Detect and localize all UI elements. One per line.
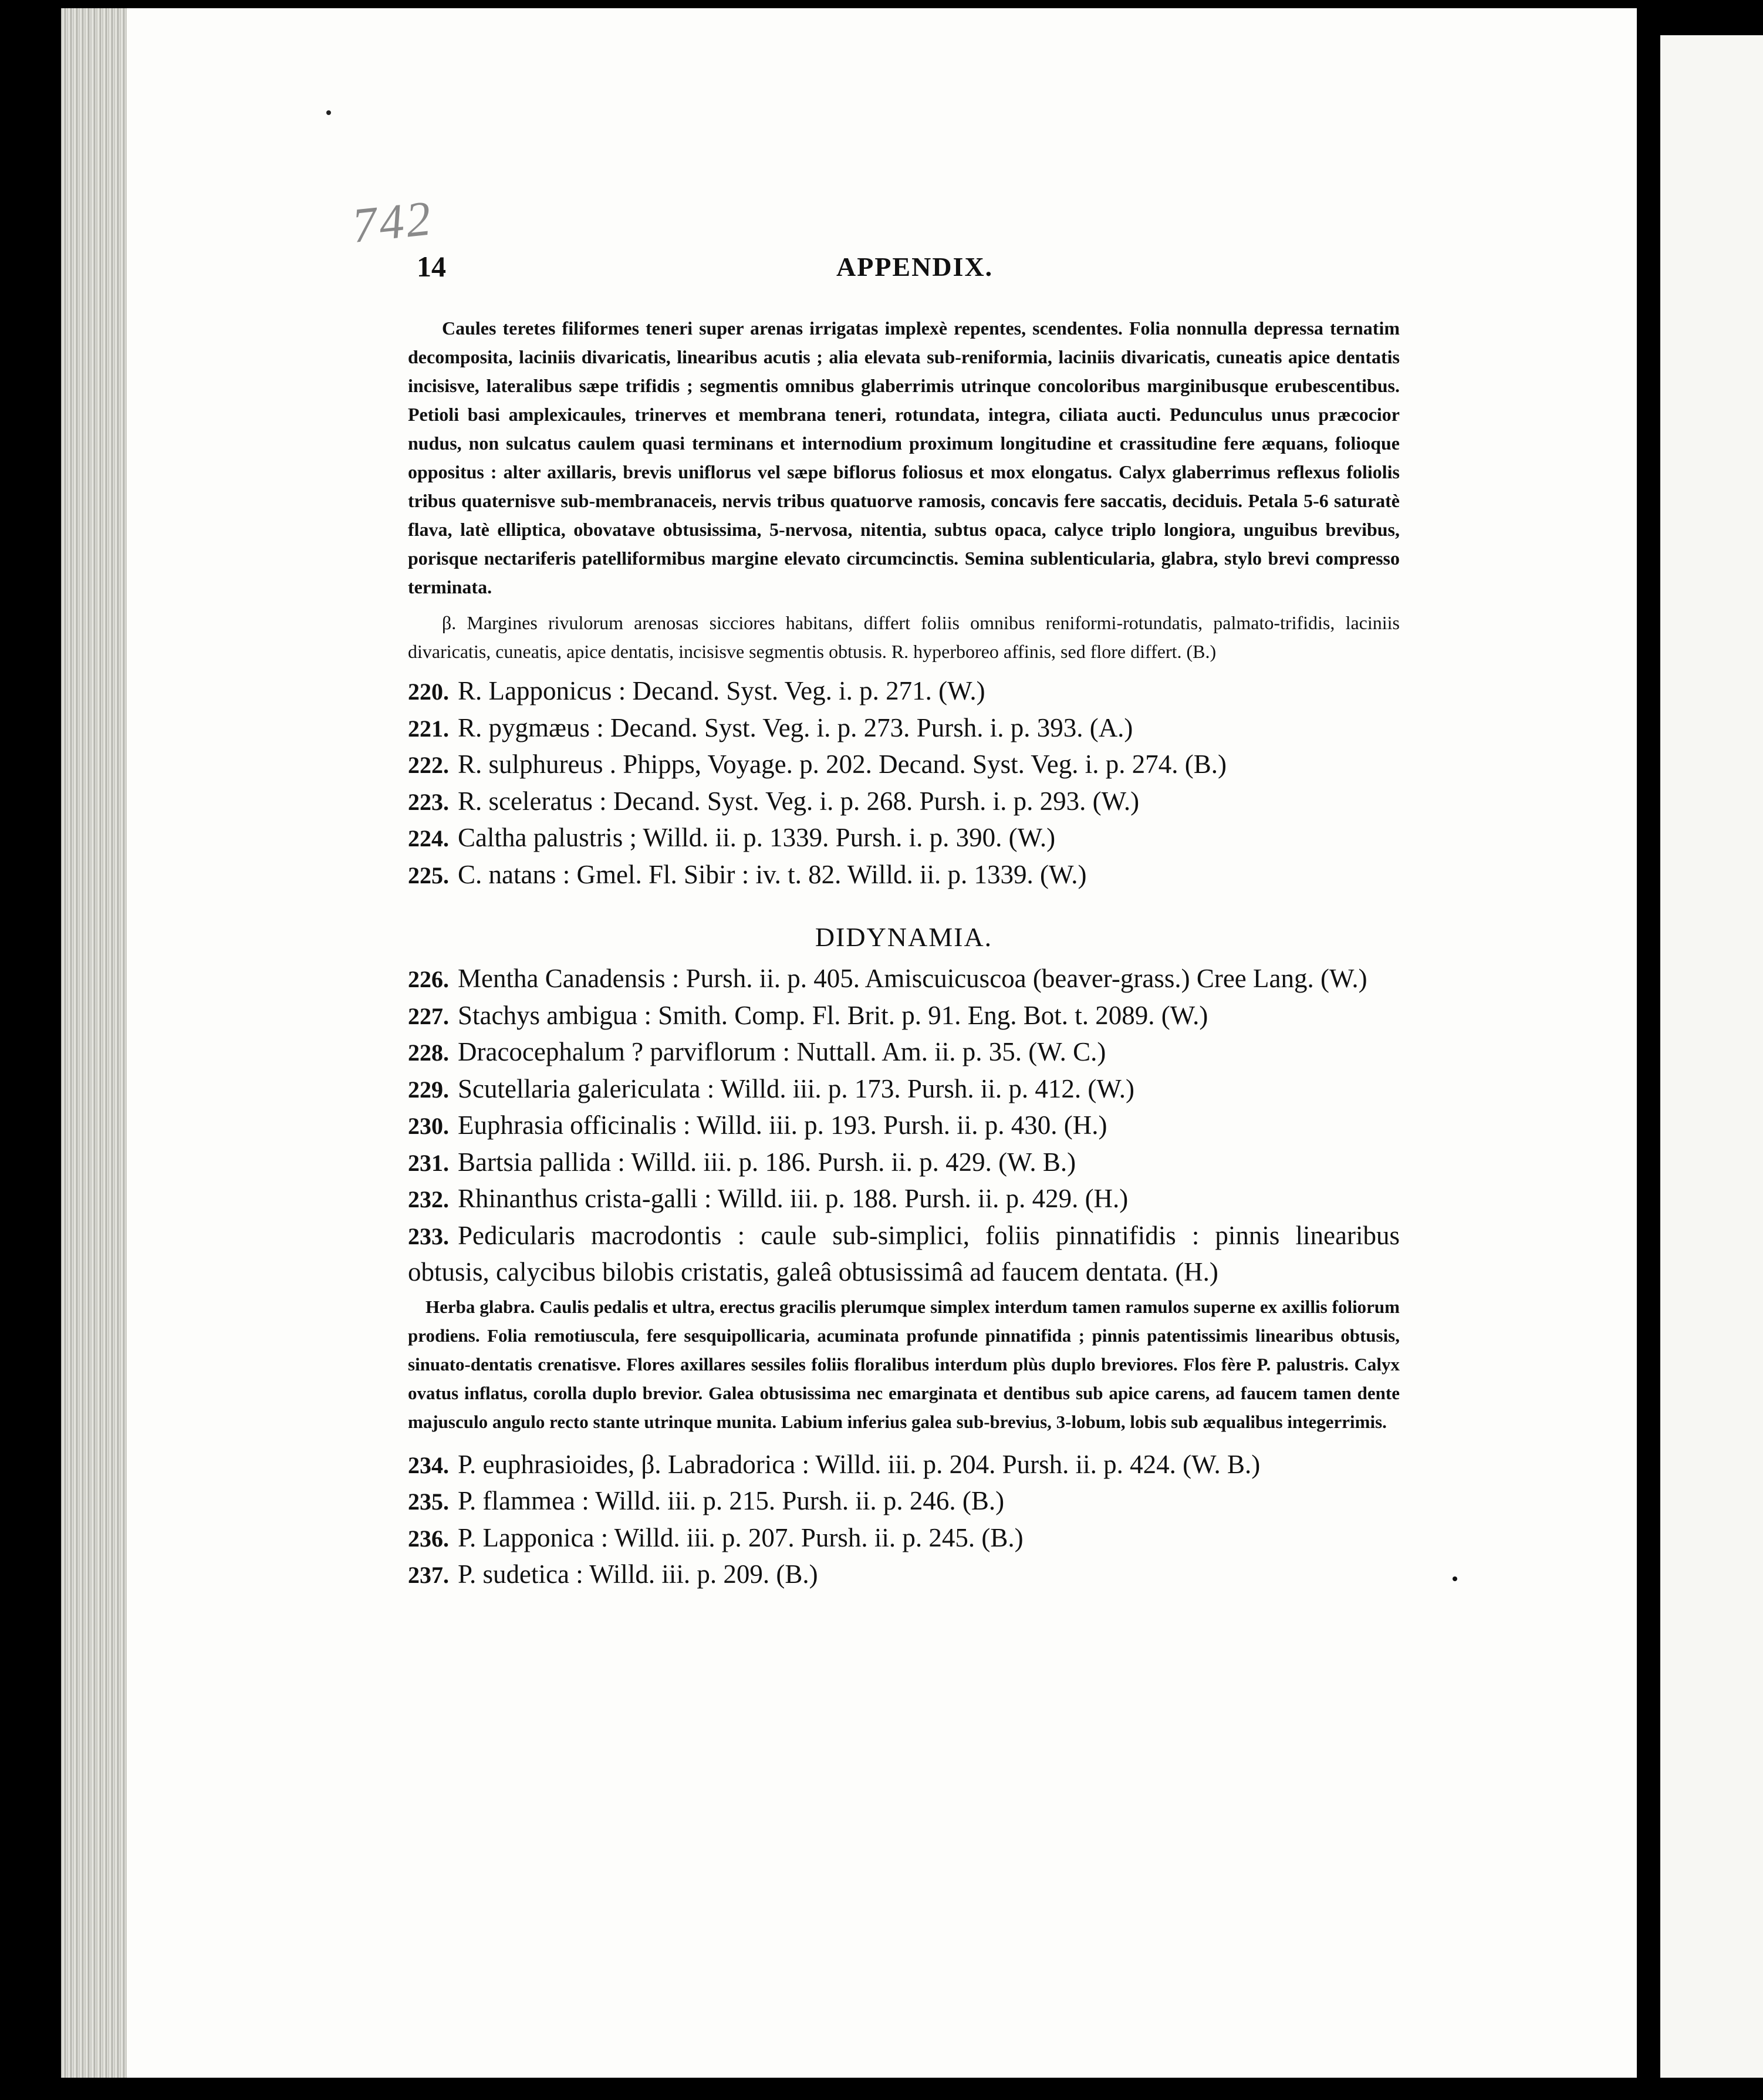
- entry-text: Pedicularis macrodontis : caule sub-simplici, foliis pinnatifidis : pinnis linearibus obtusis, calycibus bilobis cristatis, galeâ obtusissimâ ad faucem dentata. (H.): [408, 1220, 1400, 1287]
- facing-page-edge: [1660, 35, 1763, 2078]
- species-entry: [408, 1181, 1400, 1218]
- entry-text: C. natans : Gmel. Fl. Sibir : iv. t. 82. Willd. ii. p. 1339. (W.): [458, 859, 1087, 889]
- species-entry: [408, 1218, 1400, 1290]
- species-entry: [408, 1034, 1400, 1071]
- entry-text: Rhinanthus crista-galli : Willd. iii. p. 188. Pursh. ii. p. 429. (H.): [458, 1184, 1129, 1213]
- entry-number: 230.: [408, 1113, 449, 1139]
- handwritten-annotation: 742: [349, 191, 436, 254]
- entry-number: 234.: [408, 1451, 449, 1478]
- species-entry: [408, 1071, 1400, 1108]
- pedicularis-description: Herba glabra. Caulis pedalis et ultra, erectus gracilis plerumque simplex interdum tamen ramulos superne ex axillis foliorum prodiens. Folia remotiuscula, fere sesquipollicaria, acuminata profunde pinnatifida ; pinnis patentissimis linearibus obtusis, sinuato-dentatis crenatisve. Flores axillares sessiles foliis floralibus interdum plùs duplo breviores. Flos fère P. palustris. Calyx ovatus inflatus, corolla duplo brevior. Galea obtusissima nec emarginata et dentibus sub apice carens, ad faucem tamen dente majusculo angulo recto stante utrinque munita. Labium inferius galea sub-brevius, 3-lobum, lobis sub æqualibus integerrimis.: [408, 1296, 1400, 1432]
- page-body: [408, 314, 1400, 1593]
- species-entry: [408, 1483, 1400, 1520]
- section-heading: DIDYNAMIA.: [815, 922, 993, 952]
- species-entry: [408, 1557, 1400, 1593]
- running-head: APPENDIX.: [836, 252, 994, 282]
- entry-number: 232.: [408, 1186, 449, 1213]
- entry-text: R. pygmæus : Decand. Syst. Veg. i. p. 273. Pursh. i. p. 393. (A.): [458, 713, 1133, 742]
- entry-number: 233.: [408, 1223, 449, 1250]
- entry-text: P. Lapponica : Willd. iii. p. 207. Pursh. ii. p. 245. (B.): [458, 1522, 1024, 1552]
- beta-variety-paragraph: β. Margines rivulorum arenosas sicciores habitans, differt foliis omnibus reniformi-rotundatis, palmato-trifidis, laciniis divaricatis, cuneatis, apice dentatis, incisisve segmentis obtusis. R. hyperboreo affinis, sed flore differt. (B.): [408, 612, 1400, 662]
- species-list-didynamia: [408, 961, 1400, 1290]
- entry-number: 237.: [408, 1562, 449, 1588]
- description-paragraph: Caules teretes filiformes teneri super arenas irrigatas implexè repentes, scendentes. Folia nonnulla depressa ternatim decomposita, laciniis divaricatis, linearibus acutis ; alia elevata sub-reniformia, laciniis divaricatis, cuneatis apice dentatis incisisve, lateralibus sæpe trifidis ; segmentis omnibus glaberrimis utrinque concoloribus marginibusque erubescentibus. Petioli basi amplexicaules, trinerves et membrana teneri, rotundata, integra, ciliata aucti. Pedunculus unus præcocior nudus, non sulcatus caulem quasi terminans et internodium proximum longitudine et crassitudine fere æquans, folioque oppositus : alter axillaris, brevis uniflorus vel sæpe biflorus foliosus et mox elongatus. Calyx glaberrimus reflexus foliolis tribus quaternisve sub-membranaceis, nervis tribus quatuorve ramosis, concavis fere saccatis, deciduis. Petala 5-6 saturatè flava, latè elliptica, obovatave obtusissima, 5-nervosa, nitentia, subtus opaca, calyce triplo longiora, unguibus brevibus, porisque nectariferis patelliformibus margine elevato circumcinctis. Semina sublenticularia, glabra, stylo brevi compresso terminata.: [408, 318, 1400, 597]
- entry-text: P. sudetica : Willd. iii. p. 209. (B.): [458, 1559, 818, 1589]
- page-stack-edge: [61, 8, 127, 2078]
- entry-text: Bartsia pallida : Willd. iii. p. 186. Pursh. ii. p. 429. (W. B.): [458, 1147, 1076, 1177]
- entry-text: Stachys ambigua : Smith. Comp. Fl. Brit. p. 91. Eng. Bot. t. 2089. (W.): [458, 1000, 1208, 1030]
- margin-dot: [1453, 1576, 1457, 1581]
- species-entry: [408, 857, 1400, 894]
- entry-number: 225.: [408, 862, 449, 889]
- species-entry: [408, 961, 1400, 998]
- entry-number: 235.: [408, 1488, 449, 1515]
- entry-text: Dracocephalum ? parviflorum : Nuttall. Am. ii. p. 35. (W. C.): [458, 1037, 1106, 1066]
- entry-number: 227.: [408, 1002, 449, 1029]
- entry-number: 231.: [408, 1149, 449, 1176]
- species-entry: [408, 1520, 1400, 1557]
- entry-text: Mentha Canadensis : Pursh. ii. p. 405. Amiscuicuscoa (beaver-grass.) Cree Lang. (W.): [458, 964, 1367, 993]
- species-entry: [408, 1108, 1400, 1144]
- entry-number: 229.: [408, 1076, 449, 1103]
- entry-text: Caltha palustris ; Willd. ii. p. 1339. Pursh. i. p. 390. (W.): [458, 823, 1056, 852]
- species-entry: [408, 747, 1400, 784]
- entry-text: R. sulphureus . Phipps, Voyage. p. 202. Decand. Syst. Veg. i. p. 274. (B.): [458, 749, 1227, 779]
- species-entry: [408, 1144, 1400, 1181]
- entry-number: 228.: [408, 1039, 449, 1066]
- species-list-ranunculaceae: [408, 673, 1400, 893]
- entry-text: R. sceleratus : Decand. Syst. Veg. i. p. 268. Pursh. i. p. 293. (W.): [458, 786, 1140, 816]
- entry-text: P. flammea : Willd. iii. p. 215. Pursh. ii. p. 246. (B.): [458, 1486, 1005, 1515]
- entry-number: 221.: [408, 715, 449, 742]
- entry-text: Scutellaria galericulata : Willd. iii. p. 173. Pursh. ii. p. 412. (W.): [458, 1073, 1134, 1103]
- species-entry: [408, 1447, 1400, 1484]
- species-entry: [408, 784, 1400, 821]
- entry-text: Euphrasia officinalis : Willd. iii. p. 193. Pursh. ii. p. 430. (H.): [458, 1110, 1107, 1140]
- entry-number: 224.: [408, 825, 449, 852]
- entry-number: 226.: [408, 966, 449, 992]
- book-gutter: [1637, 0, 1660, 2100]
- page-number: 14: [417, 250, 446, 283]
- species-entry: [408, 998, 1400, 1035]
- entry-number: 220.: [408, 678, 449, 705]
- species-entry: [408, 673, 1400, 710]
- entry-number: 223.: [408, 788, 449, 815]
- entry-number: 236.: [408, 1525, 449, 1552]
- species-entry: [408, 710, 1400, 747]
- entry-text: R. Lapponicus : Decand. Syst. Veg. i. p. 271. (W.): [458, 676, 985, 705]
- ink-speck: [326, 110, 331, 115]
- entry-text: P. euphrasioides, β. Labradorica : Willd. iii. p. 204. Pursh. ii. p. 424. (W. B.): [458, 1449, 1261, 1479]
- entry-number: 222.: [408, 752, 449, 778]
- species-entry: [408, 820, 1400, 857]
- species-list-pedicularis: [408, 1447, 1400, 1593]
